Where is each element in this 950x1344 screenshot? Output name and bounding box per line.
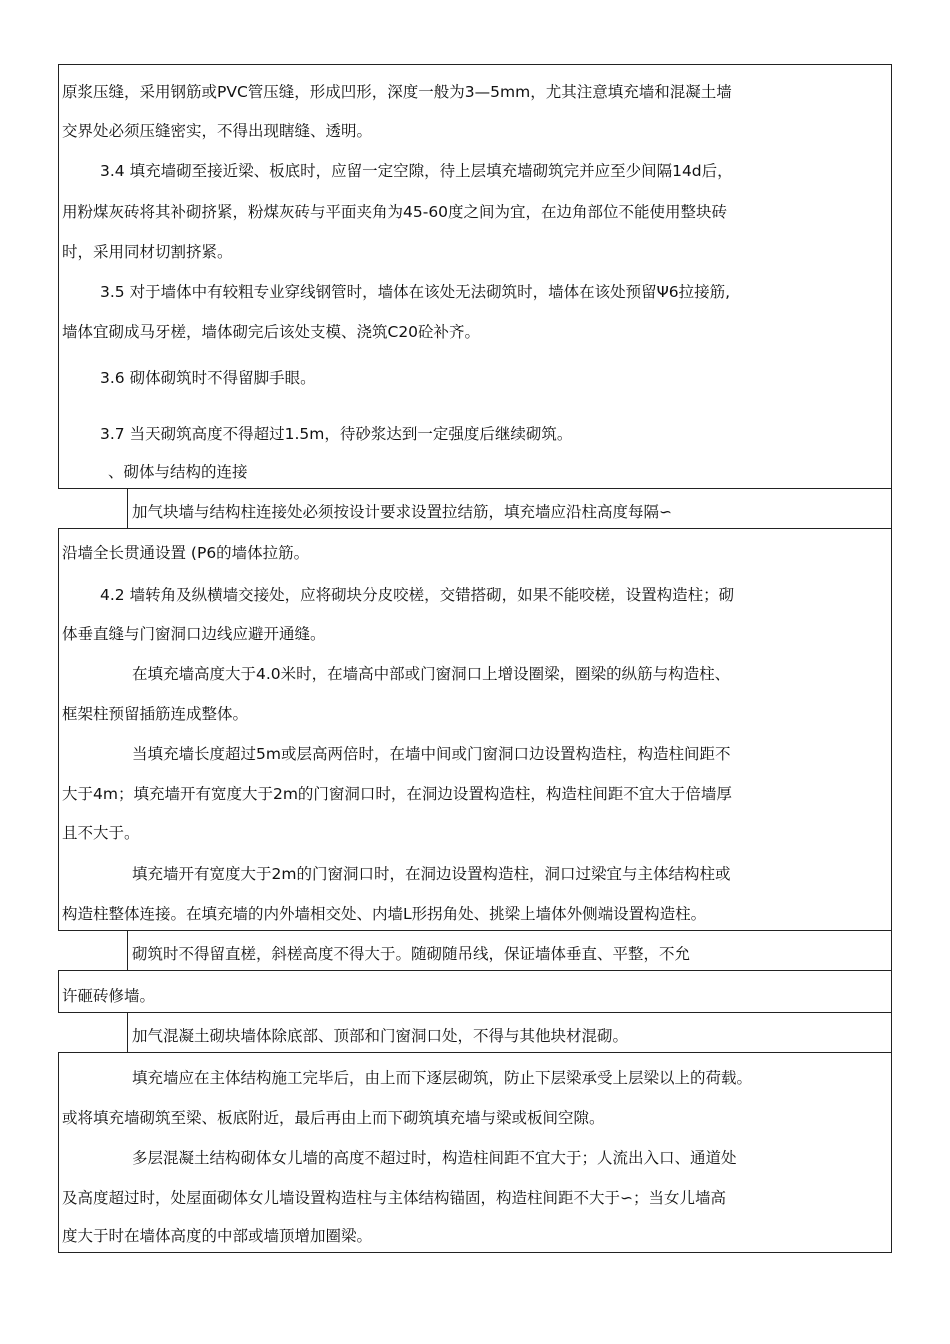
- text-line: 沿墙全长贯通设置 (P6的墙体拉筋。: [62, 544, 310, 562]
- border-h-3: [58, 930, 892, 931]
- border-left-3: [58, 970, 59, 1012]
- border-inner-v-3b: [891, 1012, 892, 1052]
- text-line: 原浆压缝，采用钢筋或PVC管压缝，形成凹形，深度一般为3—5mm，尤其注意填充墙和混凝土墙: [62, 83, 732, 101]
- border-inner-v-3: [127, 1012, 128, 1052]
- text-line: 3.5 对于墙体中有较粗专业穿线钢管时，墙体在该处无法砌筑时，墙体在该处预留Ψ6拉接筋,: [100, 283, 731, 301]
- section-heading: 、砌体与结构的连接: [108, 463, 248, 481]
- border-right-2: [891, 528, 892, 930]
- text-line: 大于4m；填充墙开有宽度大于2m的门窗洞口时，在洞边设置构造柱，构造柱间距不宜大于倍墙厚: [62, 785, 732, 803]
- text-line: 度大于时在墙体高度的中部或墙顶增加圈梁。: [62, 1227, 373, 1245]
- border-inner-v-2: [127, 930, 128, 970]
- text-line: 构造柱整体连接。在填充墙的内外墙相交处、内墙L形拐角处、挑梁上墙体外侧端设置构造柱。: [62, 905, 707, 923]
- text-line: 3.4 填充墙砌至接近梁、板底时，应留一定空隙，待上层填充墙砌筑完并应至少间隔14d后，: [100, 162, 733, 180]
- text-line: 填充墙开有宽度大于2m的门窗洞口时，在洞边设置构造柱，洞口过梁宜与主体结构柱或: [132, 865, 731, 883]
- text-line: 墙体宜砌成马牙槎，墙体砌完后该处支模、浇筑C20砼补齐。: [62, 323, 481, 341]
- border-right-3: [891, 970, 892, 1012]
- border-top: [58, 64, 892, 65]
- text-line: 4.2 墙转角及纵横墙交接处，应将砌块分皮咬槎，交错搭砌，如果不能咬槎，设置构造柱；砌: [100, 586, 735, 604]
- text-line: 框架柱预留插筋连成整体。: [62, 705, 249, 723]
- border-h-2: [58, 528, 892, 529]
- text-line: 用粉煤灰砖将其补砌挤紧，粉煤灰砖与平面夹角为45-60度之间为宜，在边角部位不能使用整块砖: [62, 203, 728, 221]
- text-line: 砌筑时不得留直槎，斜槎高度不得大于。随砌随吊线，保证墙体垂直、平整，不允: [132, 945, 691, 963]
- border-h-4: [58, 970, 892, 971]
- text-line: 体垂直缝与门窗洞口边线应避开通缝。: [62, 625, 326, 643]
- text-line: 多层混凝土结构砌体女儿墙的高度不超过时，构造柱间距不宜大于；人流出入口、通道处: [132, 1149, 737, 1167]
- text-line: 许砸砖修墙。: [62, 987, 156, 1005]
- border-inner-v-2b: [891, 930, 892, 970]
- text-line: 且不大于。: [62, 824, 140, 842]
- text-line: 在填充墙高度大于4.0米时，在墙高中部或门窗洞口上增设圈梁，圈梁的纵筋与构造柱、: [132, 665, 731, 683]
- border-right-4: [891, 1052, 892, 1252]
- text-line: 时，采用同材切割挤紧。: [62, 243, 233, 261]
- border-h-5: [58, 1012, 892, 1013]
- text-line: 加气混凝土砌块墙体除底部、顶部和门窗洞口处，不得与其他块材混砌。: [132, 1027, 629, 1045]
- border-left-2: [58, 528, 59, 930]
- border-inner-v-1b: [891, 488, 892, 528]
- border-h-6: [58, 1052, 892, 1053]
- text-line: 填充墙应在主体结构施工完毕后，由上而下逐层砌筑，防止下层梁承受上层梁以上的荷载。: [132, 1069, 753, 1087]
- text-line: 及高度超过时，处屋面砌体女儿墙设置构造柱与主体结构锚固，构造柱间距不大于∽；当女儿墙高: [62, 1189, 726, 1207]
- border-right-1: [891, 64, 892, 488]
- border-bottom: [58, 1252, 892, 1253]
- text-line: 当填充墙长度超过5m或层高两倍时，在墙中间或门窗洞口边设置构造柱，构造柱间距不: [132, 745, 731, 763]
- text-line: 或将填充墙砌筑至梁、板底附近，最后再由上而下砌筑填充墙与梁或板间空隙。: [62, 1109, 605, 1127]
- border-h-1: [58, 488, 892, 489]
- text-line: 3.7 当天砌筑高度不得超过1.5m，待砂浆达到一定强度后继续砌筑。: [100, 425, 573, 443]
- border-inner-v-1: [127, 488, 128, 528]
- text-line: 加气块墙与结构柱连接处必须按设计要求设置拉结筋，填充墙应沿柱高度每隔∽: [132, 503, 672, 521]
- border-left-4: [58, 1052, 59, 1252]
- text-line: 交界处必须压缝密实，不得出现瞎缝、透明。: [62, 122, 373, 140]
- border-left-1: [58, 64, 59, 488]
- text-line: 3.6 砌体砌筑时不得留脚手眼。: [100, 369, 316, 387]
